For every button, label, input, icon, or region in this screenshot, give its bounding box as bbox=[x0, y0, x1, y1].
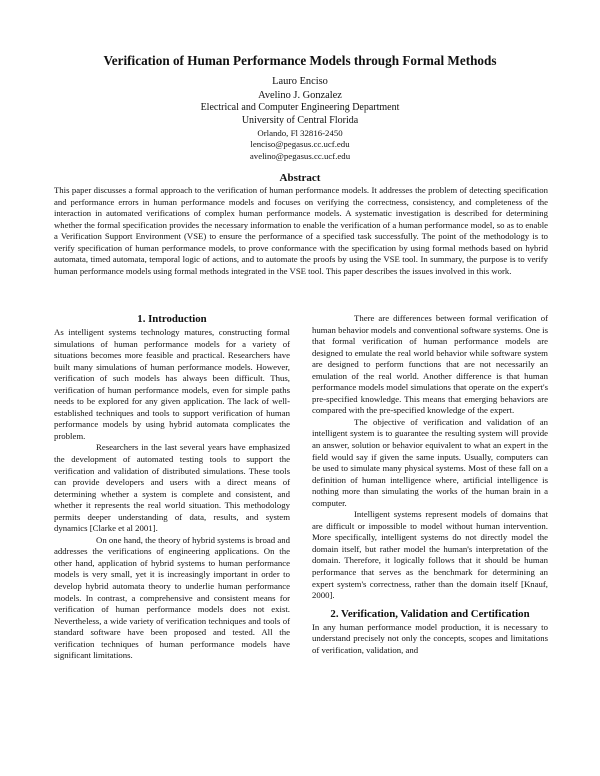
affiliation-city: Orlando, Fl 32816-2450 bbox=[257, 127, 343, 138]
body-paragraph: In any human performance model production, it is necessary to understand precisely not only the concepts, scopes and limitations of verification, validation, and bbox=[312, 621, 548, 655]
body-paragraph: On one hand, the theory of hybrid systems is broad and addresses the verifications of engineering applications. On the other hand, application of hybrid systems to human performance models is very small, yet it is increasingly important in order to develop hybrid automata theory to underlie human performance models. In contrast, a comprehensive and consistent means for verification of human performance models does not exist. Nevertheless, a wide variety of verification techniques and tools of standard software have been proposed and tested. All the verification techniques of human performance models have significant limitations. bbox=[54, 534, 290, 661]
body-paragraph: The objective of verification and validation of an intelligent system is to guarantee the resulting system will provide an answer, solution or behavior equivalent to what an expert in the field would say if given the same inputs. Usually, computers can be used to simulate many physical systems. Most of these fall on a definition of human intelligence where, artificial intelligence is nothing more than simulating the works of the human brain in a computer. bbox=[312, 416, 548, 508]
paper-title: Verification of Human Performance Models through Formal Methods bbox=[103, 53, 497, 68]
body-paragraph: There are differences between formal verification of human behavior models and conventional software systems. One is that formal verification of human performance models are designed to emulate the real world behavior while software system are designed to perform functions that are not necessarily an emulation of the real world. Another difference is that human performance models model simulations that operate on the expert's pre-specified knowledge. This means that emerging behaviors are compared with the pre-specified knowledge of the expert. bbox=[312, 313, 548, 416]
section-heading-introduction: 1. Introduction bbox=[137, 313, 207, 325]
abstract-heading: Abstract bbox=[279, 172, 321, 184]
affiliation-university: University of Central Florida bbox=[241, 114, 359, 126]
abstract-text: This paper discusses a formal approach to the verification of human performance models. It addresses the problem of detecting specification and performance errors in human performance models and focuses on verifying the correctness, consistency, and completeness of the interaction in automated verifications of complex human performance models. A systematic investigation is described for determining whether the formal specification provides the necessary information to enable the verification of a human performance model, so as to enable a Verification Support Environment (VSE) to ensure the performance of a specified task successfully. The point of the methodology is to verify specification of human performance models, to prove conformance with the specification by using formal methods based on hybrid automata, timed automata, temporal logic of actions, and to automate the proofs by using the VSE tool. In summary, the purpose is to verify human performance models using formal methods integrated in the VSE tool. This paper describes the issues involved in this work. bbox=[54, 185, 548, 276]
left-column bbox=[54, 313, 290, 662]
section-heading-verification: 2. Verification, Validation and Certification bbox=[330, 607, 530, 620]
author-email: avelino@pegasus.cc.ucf.edu bbox=[249, 150, 351, 161]
author-name: Lauro Enciso bbox=[272, 76, 328, 87]
author-block bbox=[0, 75, 600, 162]
body-paragraph: Intelligent systems represent models of domains that are difficult or impossible to model without human intervention. More specifically, intelligent systems do not directly model the domain itself, but rather model the human's interpretation of the domain. Therefore, it logically follows that it should be human performance that serves as the benchmark for determining an expert system's correctness, rather than the domain itself [Knauf, 2000]. bbox=[312, 509, 548, 601]
body-paragraph: Researchers in the last several years have emphasized the development of automated testing tools to support the verification and validation of distributed simulations. These tools can provide developers and users with a direct means of determining whether a system is complete and consistent, and whether it represents the real world situation. This methodology permits deeper understanding of data, results, and system dynamics [Clarke et al 2001]. bbox=[54, 442, 290, 534]
author-email: lenciso@pegasus.cc.ucf.edu bbox=[250, 139, 350, 150]
author-name: Avelino J. Gonzalez bbox=[258, 89, 342, 101]
body-paragraph: As intelligent systems technology matures, constructing formal simulations of human performance models for a variety of situations becomes more feasible and practical. Researchers have built many simulations of human performance models. However, verification of such models has always been difficult. Thus, verification of human performance models, even for simple paths needs to be explored for any given application. The lack of well-established techniques and tools to support verification of human performance models by using hybrid automata complicates the problem. bbox=[54, 327, 290, 441]
affiliation-department: Electrical and Computer Engineering Department bbox=[200, 102, 400, 114]
right-column bbox=[312, 313, 548, 656]
